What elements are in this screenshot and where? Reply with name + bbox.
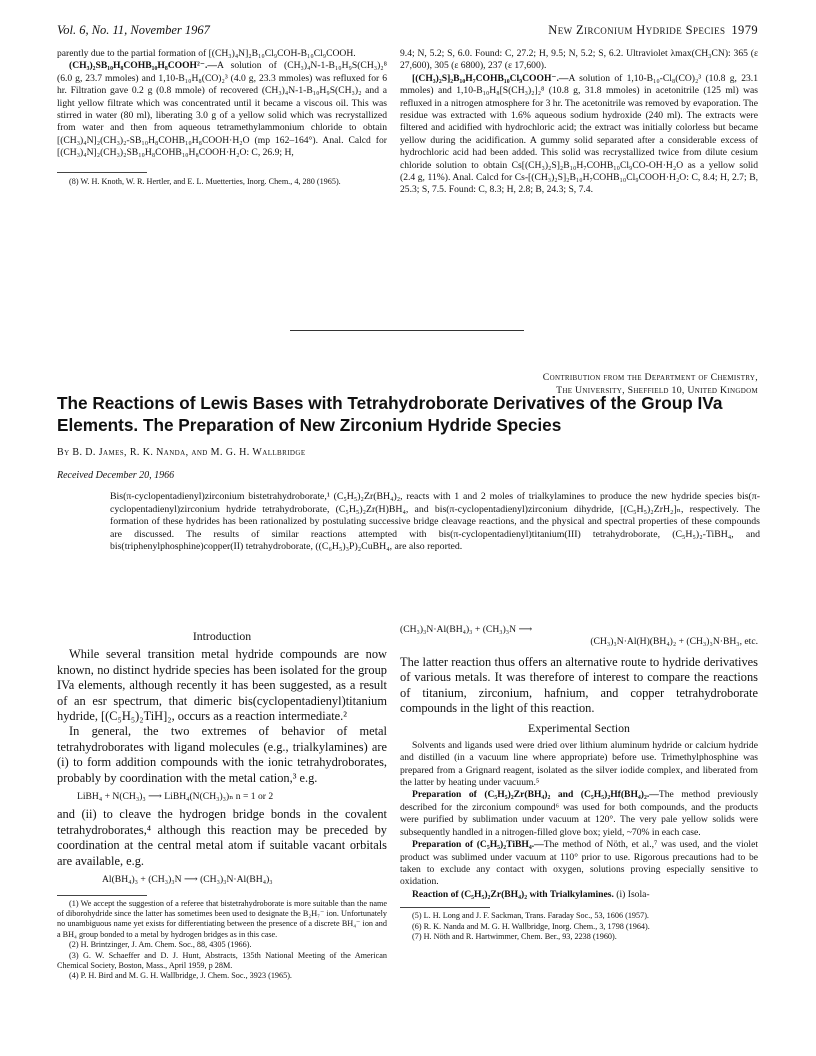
prep-body-1: A solution of (CH₃)₄N-1-B₁₀H₉S(CH₃)₂⁸ (6.0 g, 23.7 mmoles) and 1,10-B₁₀H₈(CO)₂³ (4.0 g, 23.3 mmoles) was refluxed for 6 hr. Filtration gave 0.2 g (0.8 mmole) of recovered (CH₃)₄N-1-B₁₀H₉S(CH₃)₂ and a light yellow filtrate which was concentrated until it became a viscous oil. This was stirred in water (80 ml), liberating 3.0 g of a yellow solid which was recrystallized from water and then from aqueous tetramethylammonium chloride to obtain [(CH₃)₄N]₂(CH₃)₂-SB₁₀H₈COHB₁₀H₈COOH·H₂O (mp 162–164°). Anal. Calcd for [(CH₃)₄N]₂(CH₃)₂SB₁₀H₈COHB₁₀H₈COOH·H₂O: C, 26.9; H, <box>57 60 387 159</box>
top-left-column <box>57 48 387 187</box>
experimental-heading: Experimental Section <box>528 721 630 736</box>
prep-heading-2: [(CH₃)₂S]₂B₁₀H₇COHB₁₀Cl₉COOH⁻.— <box>412 72 569 84</box>
prep-body-2: A solution of 1,10-B₁₀-Cl₈(CO)₂³ (10.8 g, 23.1 mmoles) and 1,10-B₁₀H₈[S(CH₃)₂]₂⁸ (10.8 g, 31.8 mmoles) in acetonitrile (125 ml) was refluxed in a nitrogen atmosphere for 3 hr. The acetonitrile was removed by evaporation. The residue was extracted with 1.6% aqueous sodium hydroxide (240 ml). The extracts were filtered and acidified with hydrochloric acid; the extract was initially colorless but became yellow during the acidification. A gummy solid separated after a considerable excess of hydrochloric acid had been added. This solid was recrystallized twice from dilute cesium chloride solution to obtain Cs[(CH₃)₂S]₂B₁₀H₇COHB₁₀Cl₉CO-OH·H₂O as a yellow solid (2.4 g, 11%). Anal. Calcd for Cs-[(CH₃)₂S]₂B₁₀H₇COHB₁₀Cl₉COOH·H₂O: C, 8.4; H, 2.7; B, 25.3; S, 7.5. Found: C, 8.3; H, 2.8; B, 24.3; S, 7.4. <box>400 72 758 196</box>
bottom-left-column <box>57 624 387 982</box>
prep-heading-1: (CH₃)₂SB₁₀H₈COHB₁₀H₈COOH²⁻.— <box>69 60 217 72</box>
abstract: Bis(π-cyclopentadienyl)zirconium bistetrahydroborate,¹ (C₅H₅)₂Zr(BH₄)₂, reacts with 1 and 2 moles of trialkylamines to produce the new hydride species bis(π-cyclopentadienyl)zirconium hydride tetrahydroborate, (C₅H₅)₂Zr(H)BH₄, and bis(π-cyclopentadienyl)zirconium dihydride, [(C₅H₅)₂ZrH₂]ₙ, respectively. The formation of these hydrides has been rationalized by postulating successive bridge cleavage reactions, and the physical and spectral properties of these compounds are discussed. The results of similar reactions attempted with bis(π-cyclopentadienyl)titanium(III) tetrahydroborate, (C₅H₅)₂-TiBH₄, and bis(triphenylphosphine)copper(II) tetrahydroborate, ((C₆H₅)₃P)₂CuBH₄, are also reported. <box>110 491 760 553</box>
experimental-paragraph-2 <box>400 789 758 839</box>
footnote-4: (4) P. H. Bird and M. G. H. Wallbridge, J. Chem. Soc., 3923 (1965). <box>69 971 292 981</box>
footnote-rule-left <box>57 895 147 896</box>
analysis-continued: 9.4; N, 5.2; S, 6.0. Found: C, 27.2; H, 9.5; N, 5.2; S, 6.2. Ultraviolet λmax(CH₃CN): 365 (ε 27,600), 305 (ε 6800), 237 (ε 17,600). <box>400 48 758 72</box>
footnote-1: (1) We accept the suggestion of a referee that bistetrahydroborate is more suitable than the name of diborohydride since the latter has sometimes been used to designate the B₂H₇⁻ ion. Unfortunately no unambiguous name yet exists for differentiating between the presence of a discrete BH₄⁻ ion and a BH₄ group bonded to a metal by hydrogen bridges as in this case. <box>57 898 387 939</box>
intro-paragraph-2: In general, the two extremes of behavior of metal tetrahydroborates with ligand molecules (e.g., trialkylamines) are (i) to form addition compounds with the ionic tetrahydroborates, probably by coordination with the metal cation,³ e.g. <box>57 724 387 785</box>
experimental-heading-4: Reaction of (C₅H₅)₂Zr(BH₄)₂ with Trialkylamines. <box>412 888 614 900</box>
equation-2: Al(BH₄)₃ + (CH₃)₃N ⟶ (CH₃)₃N·Al(BH₄)₃ <box>102 874 273 886</box>
running-header-title <box>548 23 758 38</box>
experimental-paragraph-1: Solvents and ligands used were dried over lithium aluminum hydride or calcium hydride and distilled (in a vacuum line where appropriate) before use. Trimethylphosphine was prepared from a Grignard reagent, isolated as the silver iodide complex, and liberated from the latter by heating under vacuum.⁵ <box>400 739 758 789</box>
footnote-7: (7) H. Nöth and R. Hartwimmer, Chem. Ber., 93, 2238 (1960). <box>412 931 617 941</box>
experimental-paragraph-3 <box>400 839 758 889</box>
experimental-heading-3: Preparation of (C₅H₅)₂TiBH₄.— <box>412 839 544 851</box>
received-date: Received December 20, 1966 <box>57 470 175 481</box>
footnote-5: (5) L. H. Long and J. F. Sackman, Trans. Faraday Soc., 53, 1606 (1957). <box>412 911 649 921</box>
prep-paragraph-2 <box>400 73 758 197</box>
intro-paragraph-3: and (ii) to cleave the hydrogen bridge bonds in the covalent tetrahydroborates,⁴ although this reaction may be preceded by coordination at the central metal atom if suitable vacant orbitals are available, e.g. <box>57 807 387 868</box>
intro-paragraph-1: While several transition metal hydride compounds are now known, no distinct hydride species has been isolated for the group IVa elements, although recently it has been suggested, as a result of an esr spectrum, that dimeric bis(cyclopentadienyl)titanium hydride, [(C₅H₅)₂TiH]₂, occurs as a reaction intermediate.² <box>57 647 387 724</box>
page-number: 1979 <box>731 23 758 37</box>
footnote-3: (3) G. W. Schaeffer and D. J. Hunt, Abstracts, 135th National Meeting of the American Chemical Society, Boston, Mass., April 1959, p 28M. <box>57 950 387 970</box>
footnote-rule-right <box>400 907 490 908</box>
article-authors: By B. D. James, R. K. Nanda, and M. G. H. Wallbridge <box>57 447 306 458</box>
bottom-right-column <box>400 624 758 942</box>
footnote-rule <box>57 172 147 173</box>
footnote-8: (8) W. H. Knoth, W. R. Hertler, and E. L. Muetterties, Inorg. Chem., 4, 280 (1965). <box>69 176 341 186</box>
experimental-body-2: The method previously described for the zirconium compound⁶ was used for both compounds, and the products were purified by sublimation under vacuum at 120°. The very pale yellow solids were subsequently handled in a nitrogen-filled glove box; yield, ~70% in each case. <box>400 789 758 838</box>
top-right-column <box>400 48 758 197</box>
contribution-line-1: Contribution from the Department of Chemistry, <box>542 372 758 383</box>
latter-reaction-paragraph: The latter reaction thus offers an alternative route to hydride derivatives of various metals. It was therefore of interest to compare the reactions of titanium, zirconium, hafnium, and copper tetrahydroborate compounds in the light of this reaction. <box>400 654 758 716</box>
experimental-paragraph-4 <box>400 889 758 901</box>
running-header-volume: Vol. 6, No. 11, November 1967 <box>57 23 210 37</box>
experimental-body-3: The method of Nöth, et al.,⁷ was used, and the violet product was sublimed under vacuum at 110° prior to use. Rigorous precautions had to be taken to exclude any contact with oxygen, solutions proving especially sensitive to oxidation. <box>400 839 758 888</box>
experimental-body-4: (i) Isola- <box>616 888 650 900</box>
experimental-heading-2: Preparation of (C₅H₅)₂Zr(BH₄)₂ and (C₅H₅)₂Hf(BH₄)₂.— <box>412 789 659 801</box>
footnote-2: (2) H. Brintzinger, J. Am. Chem. Soc., 88, 4305 (1966). <box>69 940 252 950</box>
article-separator-rule <box>290 330 524 331</box>
footnote-6: (6) R. K. Nanda and M. G. H. Wallbridge, Inorg. Chem., 3, 1798 (1964). <box>412 921 650 931</box>
equation-3-line-1: (CH₃)₃N·Al(BH₄)₃ + (CH₃)₃N ⟶ <box>400 624 533 635</box>
continued-paragraph: parently due to the partial formation of [(CH₃)₄N]₂B₁₀Cl₉COH-B₁₀Cl₉COOH. <box>57 48 356 59</box>
equation-1: LiBH₄ + N(CH₃)₃ ⟶ LiBH₄(N(CH₃)₃)ₙ n = 1 or 2 <box>77 791 274 803</box>
introduction-heading: Introduction <box>192 629 252 643</box>
prep-paragraph-1 <box>57 60 387 159</box>
contribution-line-2: The University, Sheffield 10, United Kingdom <box>556 385 758 396</box>
equation-3-line-2: (CH₃)₃N·Al(H)(BH₄)₂ + (CH₃)₃N·BH₃, etc. <box>590 636 758 648</box>
running-title: New Zirconium Hydride Species <box>548 23 726 37</box>
article-title: The Reactions of Lewis Bases with Tetrahydroborate Derivatives of the Group IVa Elements. The Preparation of New Zirconium Hydride Species <box>57 393 723 435</box>
